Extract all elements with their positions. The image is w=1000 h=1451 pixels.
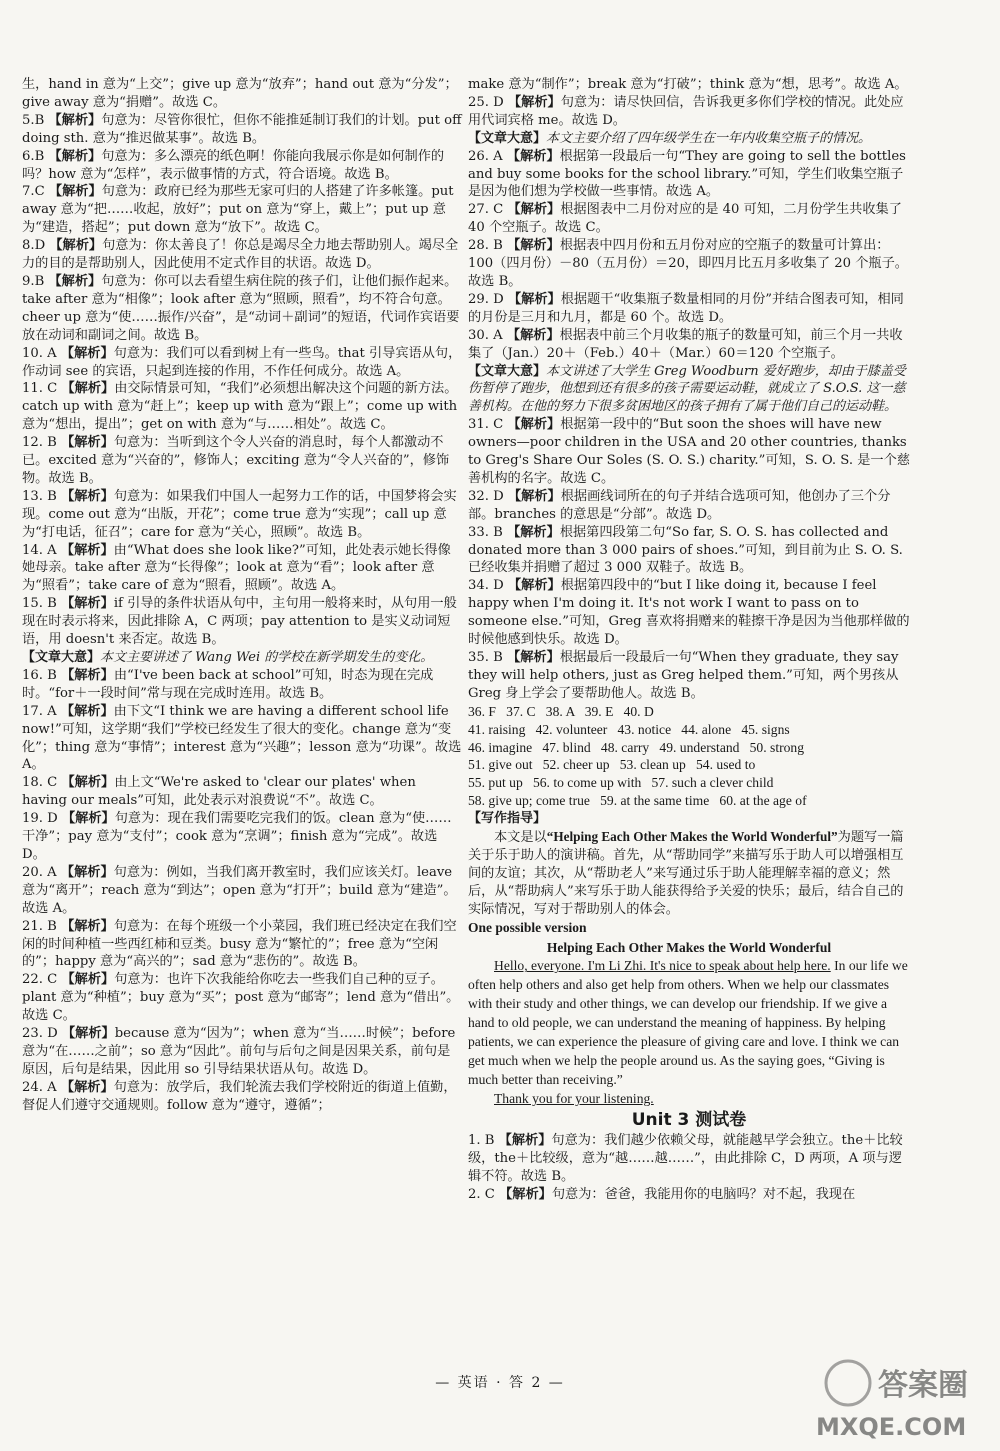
essay-closing: Thank you for your listening.	[494, 1091, 654, 1107]
explanation-text: if 引导的条件状语从句中，主句用一般将来时，从句用一般现在时表示将来，因此排除 A，C 两项；pay attention to 是实义动词短语，用 doesn't 来否定。故选 B。	[22, 596, 457, 648]
explanation-text: 句意为：多么漂亮的纸色啊！你能向我展示你是如何制作的吗？how 意为“怎样”，表示做事情的方式，符合语境。故选 B。	[22, 148, 445, 182]
question-number: 27. C	[468, 202, 504, 218]
question-number: 25. D	[468, 94, 504, 110]
writing-heading: 【写作指导】	[468, 811, 547, 827]
explanation-item	[468, 488, 910, 524]
explanation-text: 句意为：政府已经为那些无家可归的人搭建了许多帐篷。put away 意为“把……收起，放好”；put on 意为“穿上，戴上”；put up 意为“建造，搭起”；put down 意为“放下”。故选 C。	[22, 184, 454, 236]
explanation-text: 句意为：我们越少依赖父母，就能越早学会独立。the＋比较级，the＋比较级，意为“越……越……”，由此排除 C，D 两项，A 项与逻辑不符。故选 B。	[468, 1133, 903, 1185]
explanation-text: 根据图表中二月份对应的是 40 可知，二月份学生共收集了 40 个空瓶子。故选 C。	[468, 202, 902, 236]
essay-opening: Hello, everyone. I'm Li Zhi. It's nice to speak about help here.	[494, 958, 831, 974]
analysis-tag: 【解析】	[506, 327, 560, 343]
explanation-text: 根据表中四月份和五月份对应的空瓶子的数量可计算出：100（四月份）－80（五月份）＝20，即四月比五月多收集了 20 个瓶子。故选 B。	[468, 238, 908, 289]
explanation-item	[22, 1079, 462, 1115]
unit-items	[468, 1132, 910, 1204]
question-number: 35. B	[468, 650, 503, 665]
explanation-text: make 意为“制作”；break 意为“打破”；think 意为“想，思考”。故选 A。	[468, 77, 908, 92]
explanation-text: 句意为：你太善良了！你总是竭尽全力地去帮助别人。竭尽全力的目的是帮助别人，因此使用不定式作目的状语。故选 D。	[22, 238, 459, 272]
question-number: 26. A	[468, 148, 503, 164]
explanation-item	[22, 380, 462, 434]
explanation-item	[468, 291, 910, 327]
explanation-text: 根据第一段最后一句“They are going to sell the bottles and buy some books for the school library.”可知，学生们收集空瓶子是因为他们想为学校做一些事情。故选 A。	[468, 148, 906, 200]
explanation-item	[22, 774, 462, 810]
explanation-item	[22, 273, 462, 345]
explanation-item	[468, 416, 910, 488]
explanation-text: 句意为：尽管你很忙，但你不能推延制订我们的计划。put off doing sth. 意为“推迟做某事”。故选 B。	[22, 112, 462, 146]
explanation-item	[22, 76, 462, 112]
answer-row: 36. F 37. C 38. A 39. E 40. D	[468, 703, 654, 719]
writing-intro-rest: 为题写一篇关于乐于助人的演讲稿。首先，从“帮助同学”来描写乐于助人可以增强相互间的友谊；其次，从“帮助老人”来写通过乐于助人能理解幸福的意义；然后，从“帮助病人”来写乐于助人能获得给予关爱的快乐；最后，结合自己的实际情况，写对于帮助别人的体会。	[468, 830, 904, 917]
answer-key-block	[468, 703, 910, 810]
question-number: 21. B	[22, 918, 57, 934]
summary-heading: 【文章大意】	[22, 650, 101, 665]
question-number: 15. B	[22, 596, 57, 612]
question-number: 16. B	[22, 667, 57, 683]
page-footer: — 英语 · 答 2 —	[435, 1375, 565, 1391]
analysis-tag: 【解析】	[61, 596, 114, 612]
explanation-text: 句意为：爸爸，我能用你的电脑吗？对不起，我现在	[551, 1187, 856, 1203]
explanation-text: 根据第四段中的“but I like doing it, because I feel happy when I'm doing it. It's not work I want to pass on to someone else.”可知，Greg 喜欢将捐赠来的鞋擦干净是因为当他那样做的时候他感到快乐。故选 D。	[468, 578, 910, 648]
explanation-text: 根据画线词所在的句子并结合选项可知，他创办了三个分部。branches 的意思是“分部”。故选 D。	[468, 488, 891, 522]
essay	[468, 956, 910, 1108]
explanation-text: 句意为：我们可以看到树上有一些鸟。that 引导宾语从句，作动词 see 的宾语，只起到连接的作用，不作任何成分。故选 A。	[22, 345, 462, 379]
left-column	[22, 76, 462, 1115]
summary-paragraph	[468, 130, 910, 148]
version-label: One possible version	[468, 919, 587, 935]
question-number: 8.D	[22, 238, 46, 254]
question-number: 30. A	[468, 327, 503, 343]
explanation-item	[22, 488, 462, 542]
explanation-item	[22, 971, 462, 1025]
explanation-text: 根据题干“收集瓶子数量相同的月份”并结合图表可知，相同的月份是三月和九月，都是 60 个。故选 D。	[468, 291, 904, 325]
writing-guidance	[468, 810, 910, 1108]
watermark-line2: MXQE.COM	[816, 1413, 967, 1441]
explanation-item	[468, 577, 910, 649]
analysis-tag: 【解析】	[60, 345, 114, 361]
unit-title: Unit 3 测试卷	[631, 1110, 747, 1131]
question-number: 1. B	[468, 1133, 495, 1149]
question-number: 19. D	[22, 811, 58, 827]
question-number: 10. A	[22, 345, 57, 361]
question-number: 6.B	[22, 148, 45, 164]
right-explanations	[468, 76, 910, 703]
explanation-text: 句意为：请尽快回信，告诉我更多你们学校的情况。此处应用代词宾格 me。故选 D。	[468, 94, 904, 128]
question-number: 18. C	[22, 775, 58, 791]
explanation-text: because 意为“因为”；when 意为“当……时候”；before 意为“在……之前”；so 意为“因此”。前句与后句之间是因果关系，前句是原因，后句是结果，因此用 so 引导结果状语从句。故选 D。	[22, 1026, 456, 1077]
analysis-tag: 【解析】	[61, 1026, 115, 1042]
question-number: 20. A	[22, 864, 57, 880]
summary-paragraph	[22, 649, 462, 667]
explanation-item	[468, 76, 910, 94]
question-number: 12. B	[22, 435, 57, 451]
explanation-item	[468, 201, 910, 237]
summary-body: 本文主要讲述了 Wang Wei 的学校在新学期发生的变化。	[100, 650, 434, 665]
explanation-item	[468, 1132, 910, 1186]
explanation-item	[22, 595, 462, 649]
answer-row: 55. put up 56. to come up with 57. such a clever child	[468, 775, 774, 791]
explanation-text: 句意为：你可以去看望生病住院的孩子们，让他们振作起来。take after 意为“相像”；look after 意为“照顾，照看”，均不符合句意。cheer up 意为“使……振作/兴奋”，是“动词＋副词”的短语，代词作宾语要放在动词和副词之间。故选 B。	[22, 273, 460, 343]
question-number: 2. C	[468, 1187, 495, 1203]
analysis-tag: 【解析】	[60, 1079, 114, 1095]
question-number: 29. D	[468, 291, 504, 307]
answer-row: 51. give out 52. cheer up 53. clean up 54. used to	[468, 757, 756, 773]
explanation-text: 由交际情景可知，“我们”必须想出解决这个问题的新方法。catch up with 意为“赶上”；keep up with 意为“跟上”；come up with 意为“想出，提出”；get on with 意为“与……相处”。故选 C。	[22, 381, 458, 433]
explanation-item	[22, 434, 462, 488]
explanation-item	[22, 810, 462, 864]
explanation-item	[22, 703, 462, 775]
question-number: 14. A	[22, 542, 57, 558]
analysis-tag: 【解析】	[498, 1133, 552, 1149]
analysis-tag: 【解析】	[507, 94, 561, 110]
analysis-tag: 【解析】	[60, 864, 114, 880]
analysis-tag: 【解析】	[61, 811, 115, 827]
analysis-tag: 【解析】	[48, 273, 102, 289]
summary-paragraph	[468, 363, 910, 417]
analysis-tag: 【解析】	[61, 667, 114, 683]
analysis-tag: 【解析】	[61, 972, 115, 988]
answer-row: 46. imagine 47. blind 48. carry 49. understand 50. strong	[468, 739, 805, 755]
explanation-item	[468, 649, 910, 703]
explanation-item	[22, 345, 462, 381]
analysis-tag: 【解析】	[48, 148, 102, 164]
question-number: 11. C	[22, 381, 58, 397]
explanation-text: 由上文“We're asked to 'clear our plates' when having our meals”可知，此处表示对浪费说“不”。故选 C。	[22, 775, 416, 809]
question-number: 7.C	[22, 184, 45, 200]
analysis-tag: 【解析】	[61, 435, 114, 451]
explanation-text: 由下文“I think we are having a different school life now!”可知，这学期“我们”学校已经发生了很大的变化。change 意为“变化”；thing 意为“事情”；interest 意为“兴趣”；lesson 意为“功课”。故选 A。	[22, 703, 462, 773]
explanation-text: 由“What does she look like?”可知，此处表示她长得像她母亲。take after 意为“长得像”；look at 意为“看”；look after 意为“照看”；take care of 意为“照看，照顾”。故选 A。	[22, 542, 451, 594]
summary-heading: 【文章大意】	[468, 363, 547, 379]
explanation-item	[22, 183, 462, 237]
explanation-item	[22, 918, 462, 972]
analysis-tag: 【解析】	[507, 202, 561, 218]
summary-body: 本文讲述了大学生 Greg Woodburn 爱好跑步，却由于膝盖受伤暂停了跑步，他想到还有很多的孩子需要运动鞋，就成立了 S.O.S. 这一慈善机构。在他的努力下很多贫困地区的孩子拥有了属于他们自己的运动鞋。	[468, 363, 906, 415]
essay-title: Helping Each Other Makes the World Wonderful	[546, 939, 832, 955]
explanation-text: 句意为：现在我们需要吃完我们的饭。clean 意为“使……干净”；pay 意为“支付”；cook 意为“烹调”；finish 意为“完成”。故选 D。	[22, 811, 452, 862]
explanation-item	[468, 524, 910, 578]
explanation-text: 根据最后一段最后一句“When they graduate, they say they will help others, just as Greg helped them.”可知，两个男孩从 Greg 身上学会了要帮助他人。故选 B。	[468, 650, 899, 701]
explanation-text: 句意为：当听到这个令人兴奋的消息时，每个人都激动不已。excited 意为“兴奋的”，修饰人；exciting 意为“令人兴奋的”，修饰物。故选 B。	[22, 435, 450, 486]
analysis-tag: 【解析】	[507, 578, 561, 594]
analysis-tag: 【解析】	[507, 524, 560, 540]
watermark-logo	[808, 1351, 988, 1443]
watermark-line1: 答案圈	[878, 1368, 968, 1403]
explanation-text: 句意为：例如，当我们离开教室时，我们应该关灯。leave 意为“离开”；reach 意为“到达”；open 意为“打开”；build 意为“建造”。故选 A。	[22, 864, 457, 916]
question-number: 34. D	[468, 578, 504, 594]
writing-intro-title: “Helping Each Other Makes the World Wonderful”	[546, 829, 838, 845]
explanation-text: 由“I've been back at school”可知，时态为现在完成时。“for＋一段时间”常与现在完成时连用。故选 B。	[22, 667, 434, 701]
explanation-item	[468, 1186, 910, 1204]
explanation-text: 句意为：也许下次我能给你吃去一些我们自己种的豆子。plant 意为“种植”；buy 意为“买”；post 意为“邮寄”；lend 意为“借出”。故选 C。	[22, 972, 460, 1024]
analysis-tag: 【解析】	[507, 238, 560, 254]
question-number: 17. A	[22, 703, 57, 719]
analysis-tag: 【解析】	[507, 650, 560, 665]
summary-heading: 【文章大意】	[468, 130, 547, 146]
question-number: 32. D	[468, 488, 504, 504]
essay-body: In our life we often help others and also get help from others. When we help our classmates with their study and other things, we can develop our friendship. If we give a hand to old people, we can understand the meaning of happiness. By helping patients, we can experience the pleasure of giving care and love. I think we can get much when we help the people around us. As the saying goes, “Giving is much better than receiving.”	[468, 958, 908, 1088]
question-number: 13. B	[22, 488, 57, 504]
question-number: 22. C	[22, 972, 58, 988]
writing-intro-prefix: 本文是以	[494, 830, 547, 846]
analysis-tag: 【解析】	[60, 542, 114, 558]
explanation-item	[468, 94, 910, 130]
question-number: 28. B	[468, 238, 503, 254]
writing-intro	[468, 828, 910, 919]
explanation-item	[468, 237, 910, 291]
answer-row: 41. raising 42. volunteer 43. notice 44. alone 45. signs	[468, 721, 790, 737]
analysis-tag: 【解析】	[507, 417, 561, 433]
explanation-item	[22, 148, 462, 184]
explanation-item	[468, 327, 910, 363]
question-number: 24. A	[22, 1079, 57, 1095]
analysis-tag: 【解析】	[48, 184, 102, 200]
explanation-item	[22, 667, 462, 703]
explanation-text: 生，hand in 意为“上交”；give up 意为“放弃”；hand out 意为“分发”；give away 意为“捐赠”。故选 C。	[22, 77, 458, 110]
explanation-text: 句意为：放学后，我们轮流去我们学校附近的街道上值勤，督促人们遵守交通规则。follow 意为“遵守，遵循”；	[22, 1079, 457, 1113]
explanation-text: 句意为：在每个班级一个小菜园，我们班已经决定在我们空闲的时间种植一些西红柿和豆类。busy 意为“繁忙的”；free 意为“空闲的”；happy 意为“高兴的”；sad 意为“悲伤的”。故选 B。	[22, 918, 457, 970]
analysis-tag: 【解析】	[48, 112, 102, 128]
explanation-item	[22, 864, 462, 918]
analysis-tag: 【解析】	[61, 488, 114, 504]
explanation-item	[22, 542, 462, 596]
summary-body: 本文主要介绍了四年级学生在一年内收集空瓶子的情况。	[546, 130, 872, 146]
analysis-tag: 【解析】	[499, 1187, 552, 1203]
analysis-tag: 【解析】	[60, 703, 114, 719]
analysis-tag: 【解析】	[506, 148, 560, 164]
analysis-tag: 【解析】	[61, 775, 115, 791]
explanation-text: 根据第四段第二句“So far, S. O. S. has collected and donated more than 3 000 pairs of shoes.”可知，到目前为止 S. O. S. 已经收集并捐赠了超过 3 000 双鞋子。故选 B。	[468, 524, 903, 576]
analysis-tag: 【解析】	[49, 238, 103, 254]
explanation-item	[22, 112, 462, 148]
watermark-circle-icon	[826, 1361, 870, 1405]
explanation-item	[22, 237, 462, 273]
question-number: 31. C	[468, 417, 504, 433]
explanation-item	[22, 1025, 462, 1079]
explanation-text: 根据第一段中的“But soon the shoes will have new owners—poor children in the USA and 20 other countries, thanks to Greg's Share Our Soles (S. O. S.) charity.”可知，S. O. S. 是一个慈善机构的名字。故选 C。	[468, 417, 910, 486]
explanation-text: 根据表中前三个月收集的瓶子的数量可知，前三个月一共收集了（Jan.）20＋（Feb.）40＋（Mar.）60＝120 个空瓶子。	[468, 327, 903, 361]
analysis-tag: 【解析】	[61, 381, 115, 397]
question-number: 9.B	[22, 273, 45, 289]
question-number: 5.B	[22, 112, 45, 128]
analysis-tag: 【解析】	[507, 291, 561, 307]
right-column	[468, 76, 910, 1204]
answer-row: 58. give up; come true 59. at the same time 60. at the age of	[468, 793, 807, 809]
question-number: 23. D	[22, 1026, 58, 1042]
explanation-text: 句意为：如果我们中国人一起努力工作的话，中国梦将会实现。come out 意为“出版，开花”；come true 意为“实现”；call up 意为“打电话，征召”；care for 意为“关心，照顾”。故选 B。	[22, 488, 457, 540]
analysis-tag: 【解析】	[507, 488, 561, 504]
explanation-item	[468, 148, 910, 202]
question-number: 33. B	[468, 524, 503, 540]
analysis-tag: 【解析】	[61, 918, 114, 934]
